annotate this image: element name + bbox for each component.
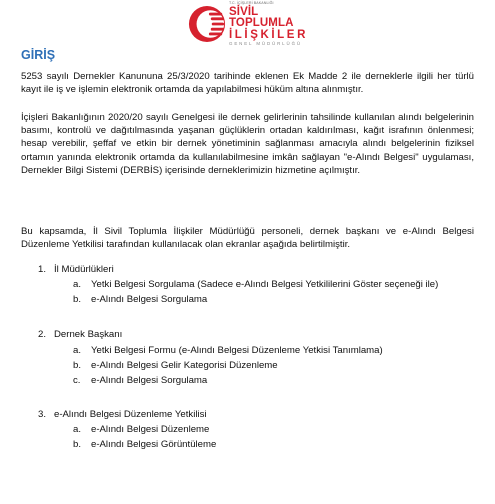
subitem-letter: b. [73, 360, 82, 371]
list-subitem [73, 344, 383, 357]
list-subitem [73, 423, 209, 436]
ministry-logo [188, 0, 318, 47]
section-number: 1. [38, 264, 47, 275]
logo-title-line2: İLİŞKİLER [229, 28, 308, 41]
subitem-letter: a. [73, 424, 82, 435]
list-subitem [73, 374, 207, 387]
section-number: 2. [38, 329, 47, 340]
crescent-star-logo-icon [188, 5, 226, 43]
subitem-label: e-Alındı Belgesi Görüntüleme [91, 439, 217, 450]
logo-title-line1: SİVİL TOPLUMLA [229, 5, 294, 30]
subitem-letter: a. [73, 279, 82, 290]
paragraph-scope: Bu kapsamda, İl Sivil Toplumla İlişkiler Müdürlüğü personeli, dernek başkanı ve e-Alındı Belgesi Düzenleme Yetkilisi tarafından kullanılacak olan ekranlar aşağıda belirtilmiştir. [21, 226, 474, 251]
section-label: e-Alındı Belgesi Düzenleme Yetkilisi [54, 409, 207, 420]
subitem-label: e-Alındı Belgesi Düzenleme [91, 424, 210, 435]
list-item-section-3 [38, 408, 207, 421]
list-subitem [73, 293, 207, 306]
logo-ministry-text: T.C. İÇİŞLERİ BAKANLIĞI [229, 0, 274, 5]
subitem-label: e-Alındı Belgesi Sorgulama [91, 375, 208, 386]
list-item-section-2 [38, 328, 122, 341]
subitem-letter: c. [73, 375, 81, 386]
subitem-letter: a. [73, 345, 82, 356]
paragraph-law: 5253 sayılı Dernekler Kanununa 25/3/2020 tarihinde eklenen Ek Madde 2 ile derneklerle ilgili her türlü kayıt ile iş ve işlemin elektronik ortamda da yapılabilmesi hüküm altına alınmıştır. [21, 71, 474, 96]
list-subitem [73, 359, 278, 372]
paragraph-circular: İçişleri Bakanlığının 2020/20 sayılı Genelgesi ile dernek gelirlerinin tahsilinde kullanılan alındı belgelerinin basımı, kontrolü ve dağıtılmasında yaşanan güçlüklerin ortadan kaldırılması, kağıt israfının önlenmesi; hesap verebilir, şeffaf ve etkin bir dernek yönetiminin sağlanması amacıyla alındı belgelerinin fiziksel ortamın yanında elektronik ortamda da kullanılabilmesine imkân sağlayan "e-Alındı Belgesi" uygulaması, Dernekler Bilgi Sistemi (DERBİS) içerisinde derneklerimizin hizmetine açılmıştır. [21, 112, 474, 176]
section-number: 3. [38, 409, 47, 420]
subitem-label: Yetki Belgesi Sorgulama (Sadece e-Alındı Belgesi Yetkililerini Göster seçeneği ile) [91, 279, 439, 290]
section-heading: GİRİŞ [21, 48, 56, 62]
subitem-label: e-Alındı Belgesi Sorgulama [91, 294, 208, 305]
logo-wordmark [229, 2, 318, 47]
list-item-section-1 [38, 263, 114, 276]
subitem-label: Yetki Belgesi Formu (e-Alındı Belgesi Düzenleme Yetkisi Tanımlama) [91, 345, 383, 356]
list-subitem [73, 278, 438, 291]
section-label: Dernek Başkanı [54, 329, 123, 340]
section-label: İl Müdürlükleri [54, 264, 114, 275]
subitem-letter: b. [73, 439, 82, 450]
subitem-label: e-Alındı Belgesi Gelir Kategorisi Düzenleme [91, 360, 278, 371]
subitem-letter: b. [73, 294, 82, 305]
logo-subtitle: GENEL MÜDÜRLÜĞÜ [229, 41, 302, 47]
list-subitem [73, 438, 216, 451]
